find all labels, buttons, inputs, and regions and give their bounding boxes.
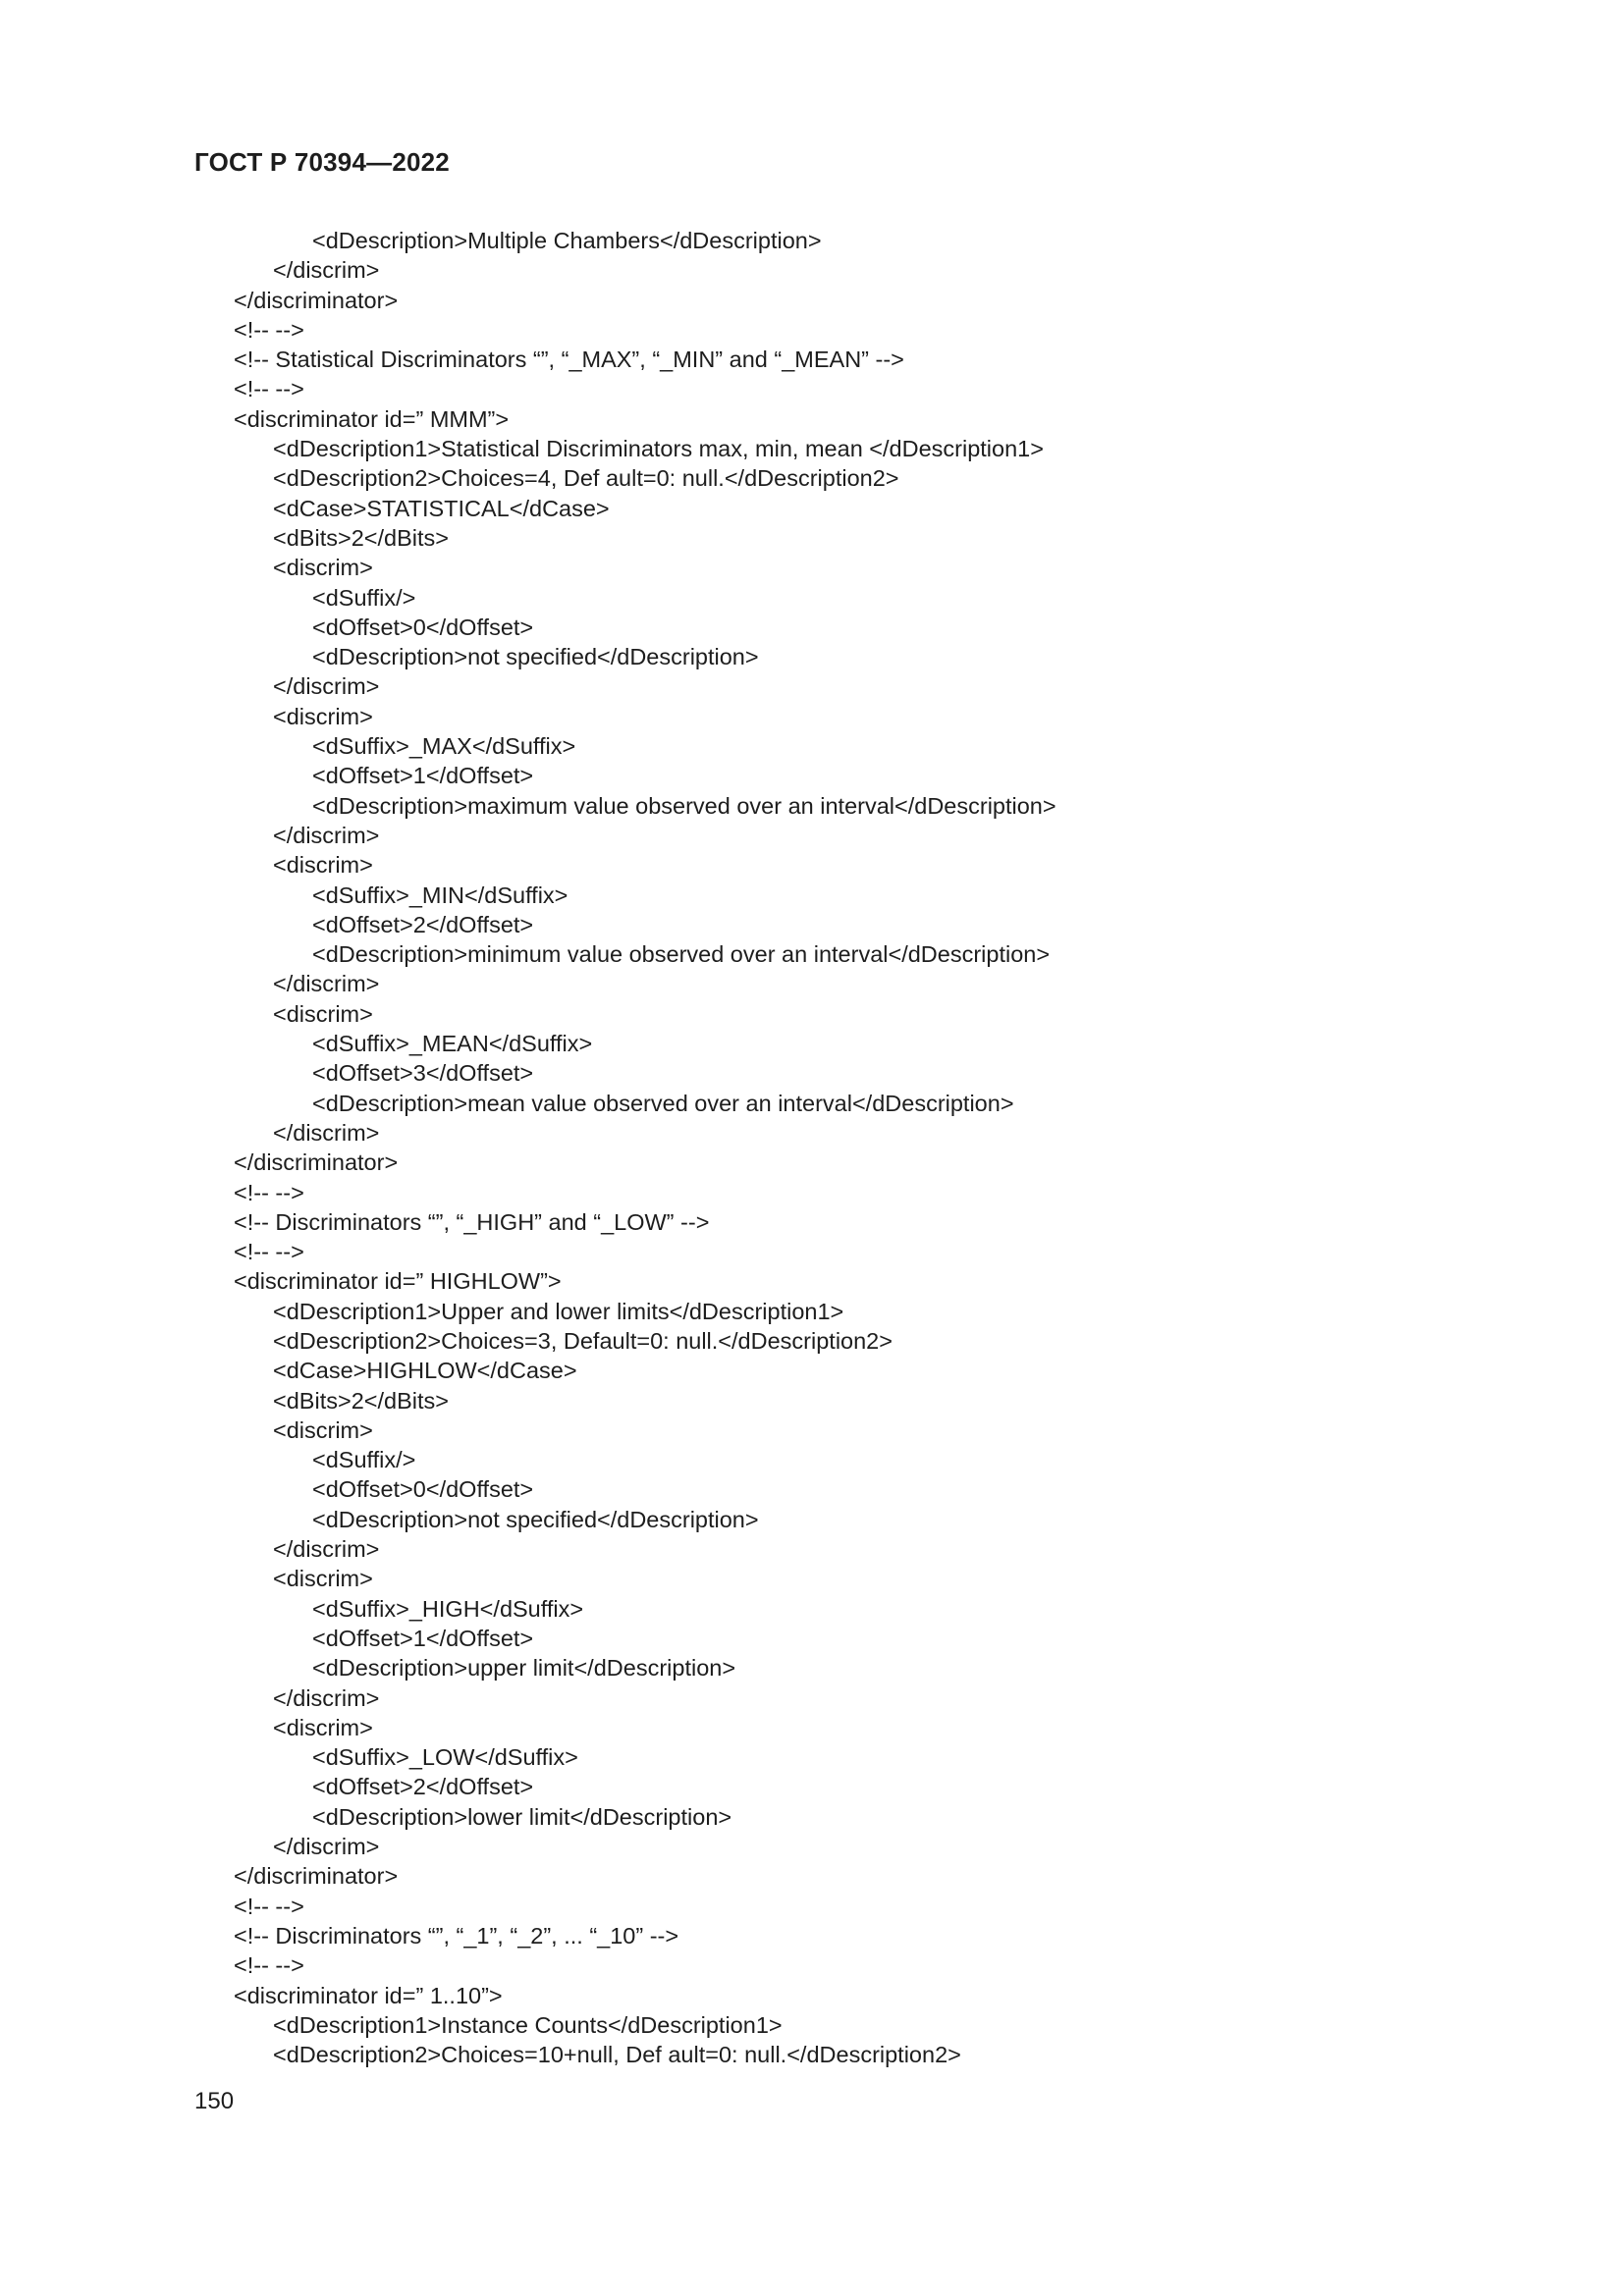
code-line: <!-- Discriminators “”, “_HIGH” and “_LOW” --> xyxy=(234,1208,710,1235)
code-line: </discriminator> xyxy=(234,1863,399,1890)
code-line: <dDescription1>Statistical Discriminators max, min, mean </dDescription1> xyxy=(273,436,1044,462)
code-line: </discrim> xyxy=(273,1119,380,1146)
page-number: 150 xyxy=(194,2088,235,2114)
code-line: <dOffset>3</dOffset> xyxy=(312,1060,534,1087)
code-line: <dOffset>1</dOffset> xyxy=(312,763,534,789)
code-line: <!-- --> xyxy=(234,1952,304,1979)
code-line: <!-- --> xyxy=(234,1179,304,1205)
code-line: <!-- --> xyxy=(234,1239,304,1265)
code-line: </discrim> xyxy=(273,1684,380,1711)
code-line: <!-- --> xyxy=(234,1893,304,1919)
code-line: <discrim> xyxy=(273,1000,373,1027)
code-line: <dSuffix>_HIGH</dSuffix> xyxy=(312,1595,584,1622)
code-line: <discriminator id=” HIGHLOW”> xyxy=(234,1268,562,1295)
code-line: <dOffset>0</dOffset> xyxy=(312,614,534,640)
code-line: <discriminator id=” MMM”> xyxy=(234,405,510,432)
code-line: </discrim> xyxy=(273,1834,380,1860)
code-line: <dDescription>not specified</dDescription> xyxy=(312,644,759,670)
code-line: <dDescription2>Choices=4, Def ault=0: null.</dDescription2> xyxy=(273,465,899,492)
code-line: <dSuffix>_MEAN</dSuffix> xyxy=(312,1031,593,1057)
code-line: <dDescription2>Choices=10+null, Def ault=0: null.</dDescription2> xyxy=(273,2042,961,2068)
code-line: <dDescription1>Instance Counts</dDescription1> xyxy=(273,2011,783,2038)
code-line: <dSuffix>_MIN</dSuffix> xyxy=(312,881,568,908)
code-line: <dSuffix/> xyxy=(312,584,416,611)
code-line: <!-- Statistical Discriminators “”, “_MAX”, “_MIN” and “_MEAN” --> xyxy=(234,347,904,373)
code-line: <discrim> xyxy=(273,1416,373,1443)
code-line: <dOffset>2</dOffset> xyxy=(312,1774,534,1800)
code-line: <dCase>HIGHLOW</dCase> xyxy=(273,1358,577,1384)
code-line: <dBits>2</dBits> xyxy=(273,524,449,551)
code-line: <discrim> xyxy=(273,1714,373,1740)
code-line: </discriminator> xyxy=(234,287,399,313)
code-line: <dDescription>lower limit</dDescription> xyxy=(312,1803,732,1830)
xml-code-listing xyxy=(0,226,1624,2069)
code-line: <dCase>STATISTICAL</dCase> xyxy=(273,495,610,521)
code-line: </discrim> xyxy=(273,1536,380,1563)
code-line: <dDescription>mean value observed over an interval</dDescription> xyxy=(312,1090,1014,1116)
document-header: ГОСТ Р 70394—2022 xyxy=(194,147,450,177)
code-line: <dDescription>not specified</dDescription> xyxy=(312,1506,759,1532)
code-line: <dDescription>minimum value observed over an interval</dDescription> xyxy=(312,941,1051,968)
code-line: <dDescription1>Upper and lower limits</dDescription1> xyxy=(273,1298,844,1324)
code-line: <dBits>2</dBits> xyxy=(273,1387,449,1414)
code-line: <!-- --> xyxy=(234,376,304,402)
code-line: <discrim> xyxy=(273,852,373,879)
code-line: <dOffset>0</dOffset> xyxy=(312,1476,534,1503)
code-line: <dDescription2>Choices=3, Default=0: null.</dDescription2> xyxy=(273,1327,893,1354)
code-line: <dDescription>maximum value observed over an interval</dDescription> xyxy=(312,792,1056,819)
code-line: </discriminator> xyxy=(234,1149,399,1176)
code-line: <dSuffix>_MAX</dSuffix> xyxy=(312,733,576,760)
code-line: <!-- Discriminators “”, “_1”, “_2”, ... “_10” --> xyxy=(234,1922,679,1949)
code-line: </discrim> xyxy=(273,971,380,997)
code-line: <dOffset>1</dOffset> xyxy=(312,1625,534,1651)
code-line: <dSuffix>_LOW</dSuffix> xyxy=(312,1744,578,1771)
code-line: </discrim> xyxy=(273,822,380,848)
code-line: <discriminator id=” 1..10”> xyxy=(234,1982,503,2008)
code-line: </discrim> xyxy=(273,257,380,284)
code-line: <discrim> xyxy=(273,555,373,581)
code-line: <discrim> xyxy=(273,1566,373,1592)
code-line: <dOffset>2</dOffset> xyxy=(312,911,534,937)
code-line: </discrim> xyxy=(273,673,380,700)
code-line: <dDescription>upper limit</dDescription> xyxy=(312,1655,736,1682)
code-line: <dSuffix/> xyxy=(312,1447,416,1473)
code-line: <!-- --> xyxy=(234,316,304,343)
code-line: <dDescription>Multiple Chambers</dDescription> xyxy=(312,228,822,253)
code-line: <discrim> xyxy=(273,703,373,729)
